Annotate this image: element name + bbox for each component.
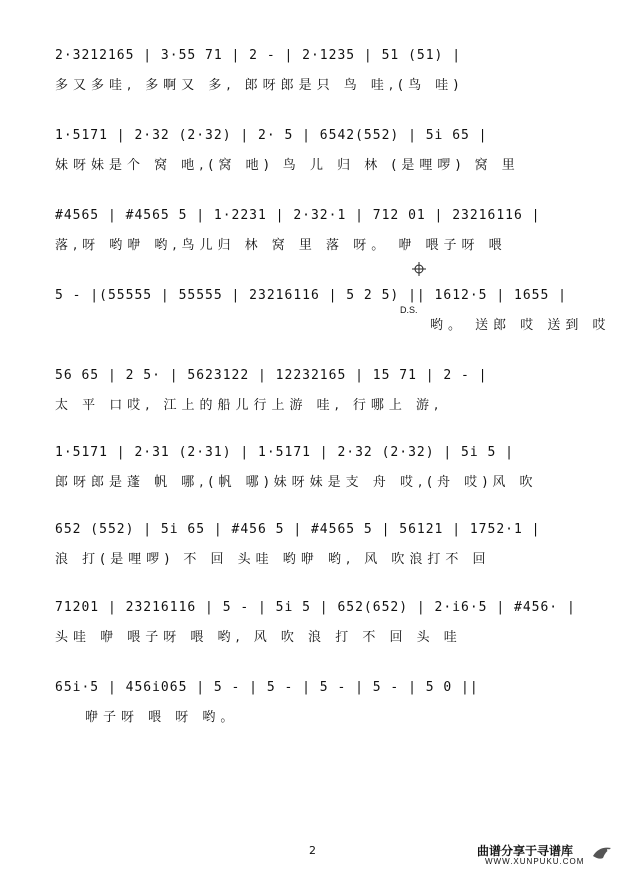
notation-line: 5 - |(55555 | 55555 | 23216116 | 5 2 5) || 1612·5 | 1655 | bbox=[55, 288, 567, 303]
lyrics-line: 咿子呀 喂 呀 哟。 bbox=[85, 710, 239, 725]
notation-line: 1·5171 | 2·32 (2·32) | 2· 5 | 6542(552) | 5i 65 | bbox=[55, 128, 488, 143]
notation-line: 2·3212165 | 3·55 71 | 2 - | 2·1235 | 51 (51) | bbox=[55, 48, 462, 63]
lyrics-line: 多又多哇, 多啊又 多, 郎呀郎是只 鸟 哇,(鸟 哇) bbox=[55, 78, 464, 93]
site-watermark bbox=[455, 838, 620, 868]
lyrics-line: 浪 打(是哩啰) 不 回 头哇 哟咿 哟, 风 吹浪打不 回 bbox=[55, 552, 491, 567]
notation-line: #4565 | #4565 5 | 1·2231 | 2·32·1 | 712 01 | 23216116 | bbox=[55, 208, 541, 223]
segno-icon bbox=[412, 262, 426, 276]
site-name: 曲谱分享于寻谱库 bbox=[477, 844, 574, 858]
notation-line: 65i·5 | 456i065 | 5 - | 5 - | 5 - | 5 - | 5 0 || bbox=[55, 680, 479, 695]
notation-line: 71201 | 23216116 | 5 - | 5i 5 | 652(652) | 2·i6·5 | #456· | bbox=[55, 600, 576, 615]
notation-line: 1·5171 | 2·31 (2·31) | 1·5171 | 2·32 (2·32) | 5i 5 | bbox=[55, 445, 514, 460]
lyrics-line: 太 平 口哎, 江上的船儿行上游 哇, 行哪上 游, bbox=[55, 398, 444, 413]
lyrics-line: 妹呀妹是个 窝 吔,(窝 吔) 鸟 儿 归 林 (是哩啰) 窝 里 bbox=[55, 158, 520, 173]
notation-line: 56 65 | 2 5· | 5623122 | 12232165 | 15 71 | 2 - | bbox=[55, 368, 488, 383]
lyrics-line: 落,呀 哟咿 哟,鸟儿归 林 窝 里 落 呀。 咿 喂子呀 喂 bbox=[55, 238, 507, 253]
page-number: 2 bbox=[309, 844, 316, 857]
dal-segno-mark: D.S. bbox=[400, 305, 418, 315]
lyrics-line: 头哇 咿 喂子呀 喂 哟, 风 吹 浪 打 不 回 头 哇 bbox=[55, 630, 462, 645]
notation-line: 652 (552) | 5i 65 | #456 5 | #4565 5 | 56121 | 1752·1 | bbox=[55, 522, 541, 537]
site-url: WWW.XUNPUKU.COM bbox=[485, 857, 585, 866]
bird-logo-icon bbox=[591, 844, 613, 862]
lyrics-line: 哟。 送郎 哎 送到 哎 bbox=[430, 318, 611, 333]
lyrics-line: 郎呀郎是蓬 帆 哪,(帆 哪)妹呀妹是支 舟 哎,(舟 哎)风 吹 bbox=[55, 475, 538, 490]
